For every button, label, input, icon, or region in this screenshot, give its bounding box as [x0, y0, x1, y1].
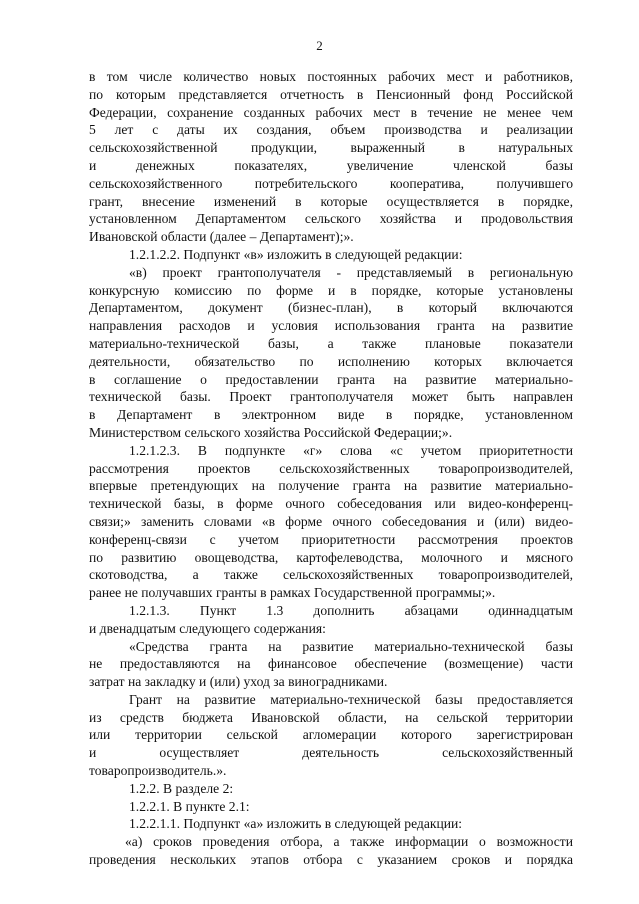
text-line: по развитию овощеводства, картофелеводства, молочного и мясного	[89, 549, 573, 565]
text-line: Департаментом, документ (бизнес-план), в который включаются	[89, 300, 573, 316]
document-body	[89, 68, 573, 869]
text-line: 1.2.1.3. Пункт 1.3 дополнить абзацами одиннадцатым	[129, 602, 573, 618]
text-line: товаропроизводитель.».	[89, 763, 227, 779]
text-line: из средств бюджета Ивановской области, на сельской территории	[89, 709, 573, 725]
text-line: в соглашение о предоставлении гранта на развитие материально-	[89, 371, 573, 387]
text-line: и двенадцатым следующего содержания:	[89, 620, 326, 636]
text-line: «в) проект грантополучателя - представляемый в региональную	[129, 264, 573, 280]
text-line: ранее не получавших гранты в рамках Государственной программы;».	[89, 585, 496, 601]
text-line: 1.2.2.1. В пункте 2.1:	[129, 798, 250, 814]
text-line: 1.2.2. В разделе 2:	[129, 780, 234, 796]
text-line: технической базы, в форме очного собеседования или видео-конференц-	[89, 496, 573, 512]
text-line: Ивановской области (далее – Департамент);».	[89, 229, 354, 245]
text-line: проведения нескольких этапов отбора с указанием сроков и порядка	[89, 852, 573, 868]
text-line: в Департамент в электронном виде в порядке, установленном	[89, 407, 573, 423]
text-line: 1.2.1.2.2. Подпункт «в» изложить в следующей редакции:	[129, 246, 463, 262]
text-line: или территории сельской агломерации которого зарегистрирован	[89, 727, 573, 743]
text-line: материально-технической базы, а также плановые показатели	[89, 335, 573, 351]
text-line: Министерством сельского хозяйства Российской Федерации;».	[89, 424, 453, 440]
text-line: сельскохозяйственного потребительского кооператива, получившего	[89, 175, 573, 191]
text-line: в том числе количество новых постоянных рабочих мест и работников,	[89, 69, 573, 84]
page-number: 2	[316, 38, 323, 53]
text-line: и денежных показателях, увеличение членской базы	[89, 157, 573, 173]
text-line: деятельности, обязательство по исполнению которых включается	[89, 353, 573, 369]
text-line: установленном Департаментом сельского хозяйства и продовольствия	[89, 211, 573, 227]
text-line: сельскохозяйственной продукции, выраженный в натуральных	[89, 140, 573, 156]
text-line: и осуществляет деятельность сельскохозяйственный	[89, 745, 573, 761]
text-line: скотоводства, а также сельскохозяйственных товаропроизводителей,	[89, 567, 573, 583]
text-line: впервые претендующих на получение гранта на развитие материально-	[89, 478, 573, 494]
text-line: не предоставляются на финансовое обеспечение (возмещение) части	[89, 656, 573, 672]
text-line: грант, внесение изменений в которые осуществляется в порядке,	[89, 193, 573, 209]
text-line: связи;» заменить словами «в форме очного собеседования и (или) видео-	[89, 513, 573, 529]
text-line: 1.2.2.1.1. Подпункт «а» изложить в следующей редакции:	[129, 816, 463, 832]
text-line: технической базы. Проект грантополучателя может быть направлен	[89, 389, 573, 405]
text-line: рассмотрения проектов сельскохозяйственных товаропроизводителей,	[89, 460, 573, 476]
text-line: Федерации, сохранение созданных рабочих мест в течение не менее чем	[89, 104, 573, 120]
text-line: конкурсную комиссию по форме и в порядке, которые установлены	[89, 282, 573, 298]
text-line: 5 лет с даты их создания, объем производства и реализации	[89, 122, 573, 138]
text-line: 1.2.1.2.3. В подпункте «г» слова «с учетом приоритетности	[129, 442, 573, 458]
text-line: затрат на закладку и (или) уход за виноградниками.	[89, 674, 388, 690]
text-line: Грант на развитие материально-технической базы предоставляется	[129, 691, 573, 707]
text-line: направления расходов и условия использования гранта на развитие	[89, 318, 573, 334]
text-line: «Средства гранта на развитие материально-технической базы	[129, 638, 573, 654]
text-line: «а) сроков проведения отбора, а также информации о возможности	[125, 834, 573, 850]
text-line: по которым представляется отчетность в Пенсионный фонд Российской	[89, 86, 573, 102]
text-line: конференц-связи с учетом приоритетности рассмотрения проектов	[89, 531, 573, 547]
